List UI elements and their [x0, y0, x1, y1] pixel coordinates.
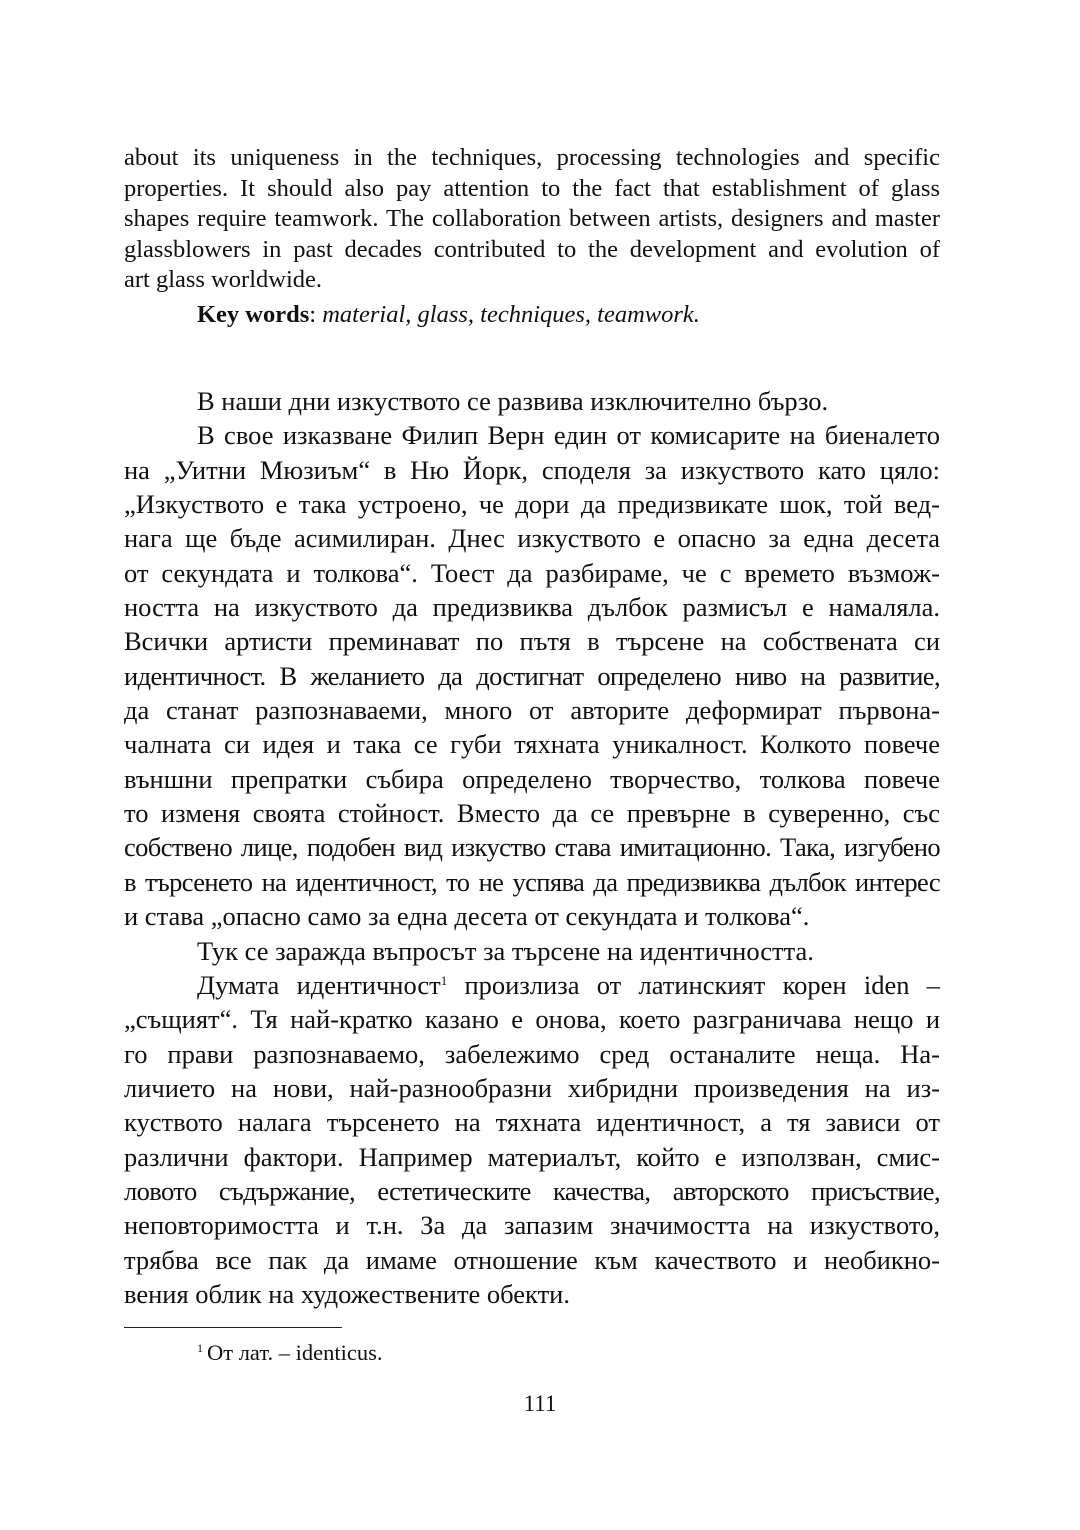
abstract-line: shapes require teamwork. The collaboration between artists, designers and master	[124, 205, 940, 233]
body-text	[124, 384, 940, 1311]
body-line: личието на нови, най-разнообразни хибридни произведения на из-	[124, 1072, 940, 1103]
body-line	[124, 968, 940, 1002]
body-line-start: Думата идентичност	[197, 969, 441, 1000]
body-line: различни фактори. Например материалът, който е използван, смис-	[124, 1141, 940, 1172]
body-line-end: произлиза от латинският корен iden –	[464, 969, 940, 1000]
body-line: от секундата и толкова“. Тоест да разбираме, че с времето възмож-	[124, 557, 940, 588]
body-line: Тук се заражда въпросът за търсене на идентичността.	[197, 935, 814, 966]
body-line: идентичност. В желанието да достигнат определено ниво на развитие,	[124, 660, 940, 691]
footnote-ref: 1	[440, 972, 448, 988]
body-line: външни препратки събира определено творчество, толкова повече	[124, 763, 940, 794]
body-line: ността на изкуството да предизвиква дълбок размисъл е намаляла.	[124, 592, 940, 623]
body-line: да станат разпознаваеми, много от авторите деформират първона-	[124, 695, 940, 726]
body-line: то изменя своята стойност. Вместо да се превърне в суверенно, със	[124, 798, 940, 829]
body-line: В наши дни изкуството се развива изключително бързо.	[197, 386, 829, 416]
footnote-text: От лат. – identicus.	[207, 1340, 383, 1365]
body-line: ловото съдържание, естетическите качества, авторското присъствие,	[124, 1175, 940, 1206]
footnote	[197, 1339, 382, 1367]
body-line: трябва все пак да имаме отношение към качеството и необикно-	[124, 1244, 940, 1275]
keywords-terms: material, glass, techniques, teamwork.	[322, 301, 700, 328]
body-line: собствено лице, подобен вид изкуство става имитационно. Така, изгубено	[124, 832, 940, 863]
body-line: и става „опасно само за една десета от секундата и толкова“.	[124, 901, 810, 932]
body-line: го прави разпознаваемо, забележимо сред останалите неща. На-	[124, 1038, 940, 1069]
body-line: неповторимостта и т.н. За да запазим значимостта на изкуството,	[124, 1210, 940, 1241]
body-line: вения облик на художествените обекти.	[124, 1278, 570, 1309]
keywords-separator: :	[309, 301, 323, 328]
page-number: 111	[523, 1391, 557, 1416]
body-line: нага ще бъде асимилиран. Днес изкуството е опасно за една десета	[124, 523, 940, 554]
abstract-line: art glass worldwide.	[124, 266, 322, 294]
abstract-line: properties. It should also pay attention to the fact that establishment of glass	[124, 174, 940, 202]
keywords-line	[197, 300, 700, 331]
body-line: чалната си идея и така се губи тяхната уникалност. Колкото повече	[124, 729, 940, 760]
abstract-line: glassblowers in past decades contributed to the development and evolution of	[124, 235, 940, 263]
body-line: „Изкуството е така устроено, че дори да предизвикате шок, той вед-	[124, 489, 940, 520]
keywords-label: Key words	[197, 301, 310, 328]
body-line: „същият“. Тя най-кратко казано е онова, което разграничава нещо и	[124, 1004, 940, 1035]
body-line: Всички артисти преминават по пътя в търсене на собствената си	[124, 626, 940, 657]
body-line: куството налага търсенето на тяхната идентичност, а тя зависи от	[124, 1107, 940, 1138]
abstract-paragraph	[124, 143, 940, 296]
abstract-line: about its uniqueness in the techniques, processing technologies and specific	[124, 144, 940, 171]
footnote-divider	[124, 1327, 342, 1328]
footnote-marker: 1	[197, 1341, 203, 1355]
body-line: на „Уитни Мюзиъм“ в Ню Йорк, споделя за изкуството като цяло:	[124, 454, 940, 485]
body-line: В свое изказване Филип Верн един от комисарите на биеналето	[197, 420, 940, 451]
body-line: в търсенето на идентичност, то не успява да предизвиква дълбок интерес	[124, 866, 940, 897]
